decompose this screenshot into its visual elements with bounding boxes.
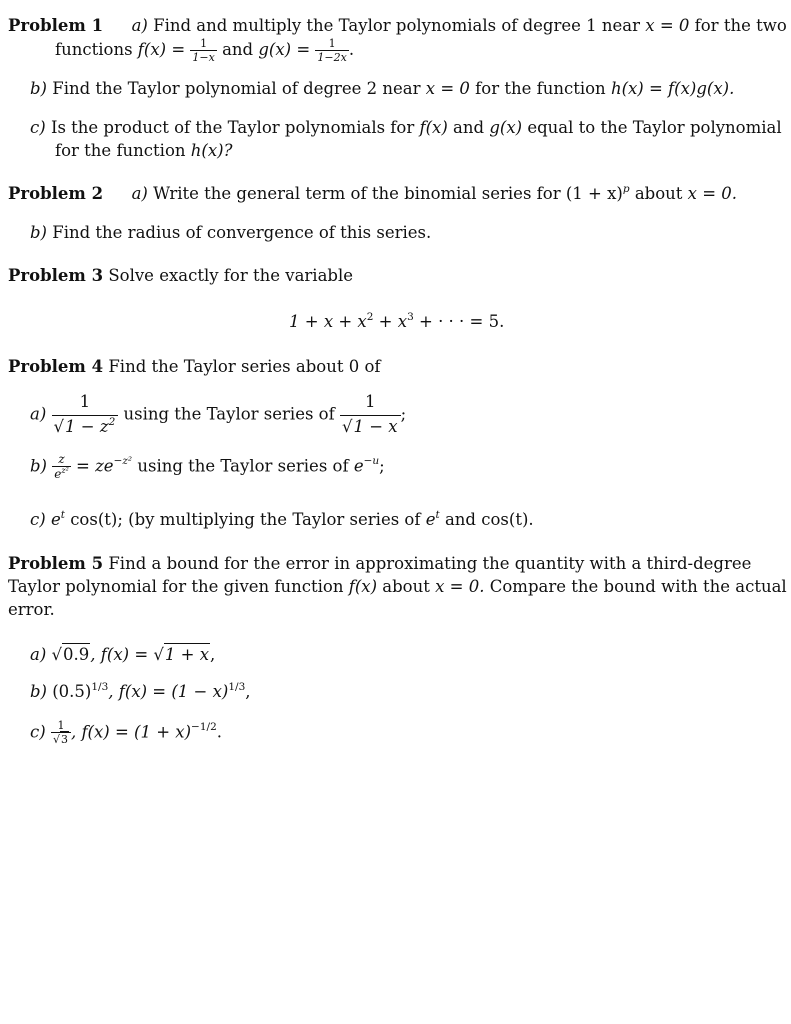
sqrt-icon: √ [341, 416, 353, 436]
problem-3-eq-mid: + x [373, 312, 408, 331]
problem-4-a-radicand-exp: 2 [108, 415, 116, 428]
problem-4-b-end: ; [379, 456, 385, 476]
problem-4-a-line [30, 394, 406, 435]
problem-5-compare: Compare the bound with the actual [489, 577, 787, 596]
problem-5-b-function-exp: 1/3 [228, 681, 246, 693]
problem-3-eq-end: + · · · = 5. [413, 312, 505, 331]
problem-5-a-value: 0.9 [63, 645, 90, 664]
problem-5-b-value: (0.5) [52, 682, 92, 701]
problem-4-a-label: a) [30, 404, 47, 424]
problem-4-b-fraction [52, 453, 71, 480]
problem-1-c-text-end: equal to the Taylor polynomial [527, 118, 782, 137]
problem-4-c-e-exp: t [60, 509, 65, 521]
problem-2-a-base: (1 + x) [565, 184, 623, 203]
problem-2-b-text: Find the radius of convergence of this series. [52, 223, 432, 242]
problem-4-b-den-exp: z² [61, 466, 69, 475]
problem-3-label: Problem 3 [8, 266, 104, 285]
problem-4-label: Problem 4 [8, 357, 104, 376]
problem-4-b-e: e [353, 456, 364, 476]
problem-1-a-condition: x = 0 [645, 16, 690, 35]
problem-5-c-end: . [216, 722, 222, 742]
problem-1-and: and [222, 40, 254, 59]
problem-4-c-cos: cos(t); [70, 510, 123, 529]
problem-5-a-radicand: 1 + x [164, 645, 210, 664]
problem-4-c-and: and [444, 510, 476, 529]
problem-1-c-line1 [30, 120, 782, 137]
problem-1-c-g: g(x) [489, 118, 523, 137]
problem-1-c-line2 [55, 143, 232, 160]
problem-2-a-label: a) [131, 184, 148, 203]
problem-2-a-expression [566, 184, 630, 203]
problem-1-a-label: a) [131, 16, 148, 35]
problem-5-f: f(x) [348, 577, 378, 596]
problem-4-c-e2-exp: t [435, 509, 440, 521]
problem-5-line2 [8, 579, 787, 596]
problem-1-label: Problem 1 [8, 16, 104, 35]
problem-1-f-lhs: f(x) = [137, 40, 186, 59]
problem-1-a-line1 [8, 18, 787, 35]
problem-5-a-end: , [210, 645, 216, 664]
problem-4-c-e2: e [425, 510, 436, 529]
problem-1-b-line [30, 81, 734, 98]
problem-3-text: Solve exactly for the variable [108, 266, 354, 285]
problem-1-a-line2: functions f(x) = $\frac{1}{1-x}$ and g(x) = $\frac{1}{1-2x}$ . [55, 37, 355, 64]
problem-5-text-line3: error. [8, 600, 55, 619]
problem-5-b-line [30, 681, 251, 701]
problem-2-a-exponent: p [622, 183, 630, 195]
problem-4-c-cos2: cos(t). [481, 510, 534, 529]
problem-4-a2-fraction [340, 394, 401, 435]
problem-4-c-e: e [50, 510, 61, 529]
problem-1-g-fraction [315, 38, 348, 63]
problem-5-condition: x = 0. [435, 577, 485, 596]
problem-5-line3 [8, 602, 55, 619]
sqrt-icon: √ [52, 733, 60, 746]
problem-2-a-about: about [634, 184, 683, 203]
problem-1-c-and: and [453, 118, 485, 137]
problem-5-b-end: , [245, 682, 251, 701]
problem-5-a-label: a) [30, 645, 47, 664]
problem-4-c-text: (by multiplying the Taylor series of [128, 510, 421, 529]
problem-1-b-condition: x = 0 [425, 79, 470, 98]
problem-1-c-text2: for the function [55, 141, 186, 160]
problem-2-b-line [30, 225, 431, 242]
problem-4-a2-numerator: 1 [365, 392, 376, 411]
problem-5-line1 [8, 556, 751, 573]
problem-5-c-function-exp: −1/2 [191, 721, 217, 733]
problem-1-c-text: Is the product of the Taylor polynomials for [50, 118, 415, 137]
problem-5-label: Problem 5 [8, 554, 104, 573]
problem-5-c-numerator: 1 [57, 719, 65, 732]
sqrt-icon: √ [153, 645, 164, 664]
problem-5-c-function: , f(x) = (1 + x) [70, 722, 192, 742]
problem-5-c-label: c) [30, 722, 46, 742]
problem-4-a-numerator: 1 [79, 392, 91, 411]
problem-2-a-text: Write the general term of the binomial series for [153, 184, 561, 203]
problem-2-b-label: b) [30, 223, 47, 242]
sqrt-icon: √ [53, 416, 65, 436]
problem-4-a-fraction [52, 394, 119, 435]
problem-2-a-line [8, 183, 738, 203]
problem-5-b-value-exp: 1/3 [91, 681, 109, 693]
problem-5-text-line2: Taylor polynomial for the given function [8, 577, 344, 596]
problem-1-b-text-end: for the function [475, 79, 606, 98]
problem-1-a-text: Find and multiply the Taylor polynomials of degree 1 near [153, 16, 641, 35]
problem-5-b-label: b) [30, 682, 47, 701]
problem-1-a-text-end: for the two [694, 16, 787, 35]
problem-2-a-condition: x = 0. [687, 184, 738, 203]
problem-5-c-line [30, 720, 222, 745]
problem-4-text: Find the Taylor series about 0 of [108, 357, 381, 376]
problem-3-eq-start: 1 + x + x [289, 312, 367, 331]
problem-3-line [8, 268, 353, 285]
problem-4-a-radicand: 1 − z [65, 416, 109, 436]
problem-4-c-label: c) [30, 510, 46, 529]
problem-4-a2-end: ; [400, 404, 407, 424]
problem-4-b-eq-exp: −z² [113, 455, 133, 467]
problem-4-line [8, 359, 381, 376]
problem-3-equation [289, 311, 505, 331]
problem-5-c-denominator: 3 [60, 733, 68, 746]
problem-4-b-line [30, 453, 385, 480]
problem-1-b-text: Find the Taylor polynomial of degree 2 near [52, 79, 421, 98]
problem-4-b-label: b) [30, 456, 47, 476]
problem-5-c-fraction [51, 720, 71, 745]
problem-5-about: about [382, 577, 430, 596]
problem-1-f-fraction [190, 38, 216, 63]
problem-4-b-e-exp: −u [363, 455, 380, 467]
problem-5-a-function: , f(x) = [90, 645, 149, 664]
problem-4-c-line [30, 509, 534, 529]
problem-4-a2-radicand: 1 − x [353, 416, 398, 436]
problem-1-b-function: h(x) = f(x)g(x). [610, 79, 735, 98]
problem-1-g-numerator: 1 [328, 37, 336, 50]
problem-5-b-function: , f(x) = (1 − x) [108, 682, 229, 701]
problem-5-a-line [30, 647, 215, 664]
problem-5-text-line1: Find a bound for the error in approximating the quantity with a third-degree [108, 554, 752, 573]
problem-1-c-f: f(x) [419, 118, 448, 137]
problem-1-g-lhs: g(x) = [258, 40, 311, 59]
problem-3-eq-cube: 3 [407, 311, 414, 323]
problem-3-eq-square: 2 [366, 311, 374, 323]
problem-2-label: Problem 2 [8, 184, 104, 203]
problem-1-b-label: b) [30, 79, 47, 98]
problem-1-c-h: h(x)? [190, 141, 233, 160]
problem-4-b-numerator: z [58, 452, 65, 466]
problem-1-f-denominator: 1−x [192, 51, 215, 64]
problem-1-c-label: c) [30, 118, 46, 137]
problem-4-a-text: using the Taylor series of [123, 404, 335, 424]
problem-4-b-equals: = ze [76, 456, 114, 476]
problem-4-b-denominator: e [54, 467, 62, 481]
problem-1-f-numerator: 1 [200, 37, 208, 50]
sqrt-icon: √ [51, 645, 63, 664]
problem-1-g-denominator: 1−2x [317, 51, 347, 64]
problem-1-functions-text: functions [55, 40, 133, 59]
problem-4-b-text: using the Taylor series of [137, 456, 349, 476]
